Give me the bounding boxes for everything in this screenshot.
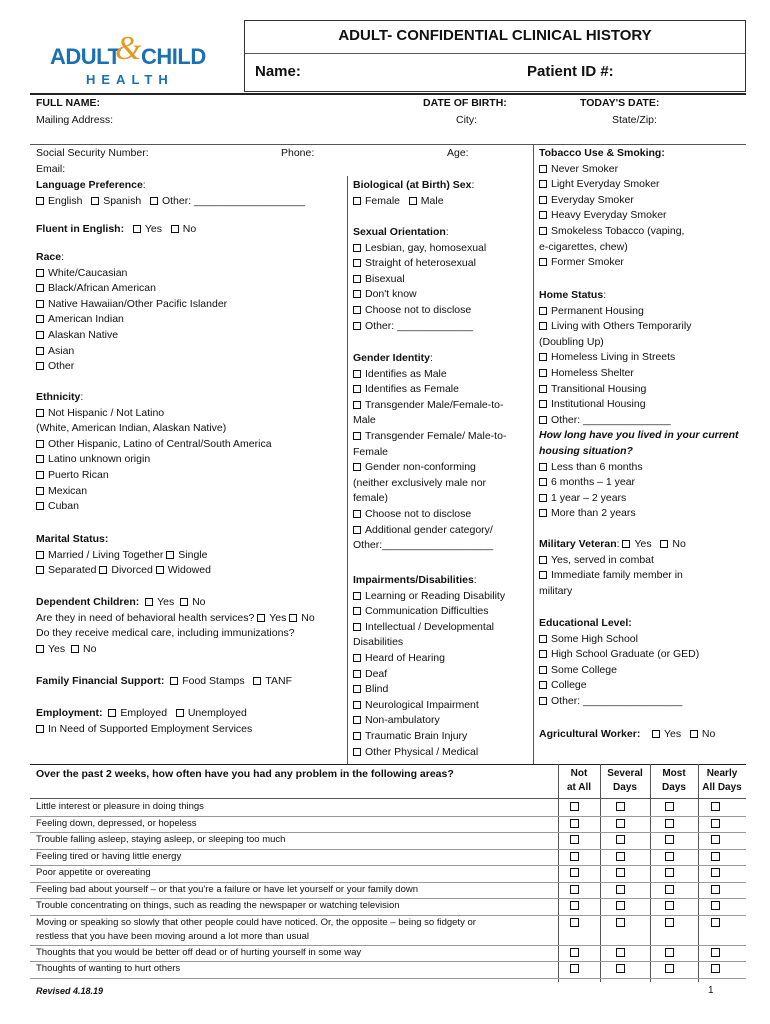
dependent-section: Dependent Children: Yes No Are they in need of behavioral health services? Yes No Do they receive medical care, including immunizations? Yes No (36, 596, 315, 655)
fluent-yes-checkbox[interactable] (133, 225, 141, 233)
phq-checkbox[interactable] (711, 915, 721, 931)
race-option[interactable]: Black/African American (36, 281, 227, 297)
phq-checkbox[interactable] (711, 961, 721, 977)
ethnicity-option[interactable]: Cuban (36, 499, 272, 515)
orientation-option[interactable]: Lesbian, gay, homosexual (353, 241, 486, 257)
phq-checkbox[interactable] (711, 945, 721, 961)
impairment-option[interactable]: Deaf (353, 667, 505, 683)
phq-checkbox[interactable] (665, 849, 675, 865)
sex-section: Biological (at Birth) Sex: Female Male (353, 179, 475, 207)
home-option[interactable]: Institutional Housing (539, 397, 739, 413)
phq-checkbox[interactable] (570, 849, 580, 865)
language-options: English Spanish Other: ___________________ (36, 194, 305, 210)
military-option[interactable]: Yes, served in combat (539, 553, 686, 569)
tobacco-option[interactable]: Former Smoker (539, 255, 684, 271)
separated-checkbox[interactable] (36, 566, 44, 574)
race-option[interactable]: American Indian (36, 312, 227, 328)
home-option[interactable]: Other: _______________ (539, 413, 739, 429)
financial-section: Family Financial Support: Food Stamps TANF (36, 675, 293, 687)
widowed-checkbox[interactable] (156, 566, 164, 574)
phq-checkbox[interactable] (616, 915, 626, 931)
divorced-checkbox[interactable] (99, 566, 107, 574)
military-option[interactable]: Immediate family member in (539, 568, 686, 584)
phq-checkbox[interactable] (665, 898, 675, 914)
todays-date-label: TODAY'S DATE: (580, 97, 660, 109)
ethnicity-option[interactable]: Puerto Rican (36, 468, 272, 484)
dependent-yes-checkbox[interactable] (145, 598, 153, 606)
phq-row: Moving or speaking so slowly that other people could have noticed. Or, the opposite – being so fidgety or restless that you have been moving around a lot more than usual (34, 915, 746, 945)
fluent-no-checkbox[interactable] (171, 225, 179, 233)
phq-checkbox[interactable] (711, 898, 721, 914)
male-checkbox[interactable] (409, 197, 417, 205)
phq-checkbox[interactable] (616, 865, 626, 881)
veteran-yes-checkbox[interactable] (622, 540, 630, 548)
orientation-option[interactable]: Other: _____________ (353, 319, 486, 335)
phq-row: Feeling down, depressed, or hopeless (34, 816, 746, 833)
phq-checkbox[interactable] (570, 961, 580, 977)
phq-checkbox[interactable] (711, 882, 721, 898)
tobacco-option[interactable]: Light Everyday Smoker (539, 177, 684, 193)
phq-checkbox[interactable] (570, 882, 580, 898)
gender-option[interactable]: Transgender Female/ Male-to- (353, 429, 506, 445)
phq-row: Trouble falling asleep, staying asleep, or sleeping too much (34, 832, 746, 849)
tobacco-option[interactable]: Heavy Everyday Smoker (539, 208, 684, 224)
phq-checkbox[interactable] (711, 816, 721, 832)
phq-checkbox[interactable] (711, 849, 721, 865)
full-name-label: FULL NAME: (36, 97, 100, 109)
unemployed-checkbox[interactable] (176, 709, 184, 717)
agri-yes-checkbox[interactable] (652, 730, 660, 738)
employed-checkbox[interactable] (108, 709, 116, 717)
phq-checkbox[interactable] (665, 799, 675, 815)
married-checkbox[interactable] (36, 551, 44, 559)
home-option[interactable]: Living with Others Temporarily (539, 319, 739, 335)
female-checkbox[interactable] (353, 197, 361, 205)
duration-option[interactable]: 6 months – 1 year (539, 475, 739, 491)
name-label: Name: (255, 63, 301, 80)
orientation-section: Sexual Orientation: Lesbian, gay, homosexual Straight of heterosexual Bisexual Don't know Choose not to disclose Other: _____________ (353, 225, 486, 334)
ethnicity-option[interactable]: Other Hispanic, Latino of Central/South America (36, 437, 272, 453)
impairment-option[interactable]: Traumatic Brain Injury (353, 729, 505, 745)
veteran-no-checkbox[interactable] (660, 540, 668, 548)
mailing-address-label: Mailing Address: (36, 114, 114, 126)
logo-ampersand: & (115, 30, 142, 67)
phone-label: Phone: (281, 147, 315, 159)
col-several-days: Several Days (607, 768, 643, 793)
logo-text-adult: ADULT (50, 44, 121, 69)
phq-checkbox[interactable] (570, 832, 580, 848)
phq-checkbox[interactable] (711, 832, 721, 848)
race-option[interactable]: Other (36, 359, 227, 375)
housing-duration-question: How long have you lived in your current (539, 429, 739, 442)
agricultural-section: Agricultural Worker: Yes No (539, 728, 716, 740)
phq-checkbox[interactable] (570, 915, 580, 931)
logo-text-child: CHILD (141, 44, 206, 69)
tobacco-option[interactable]: Never Smoker (539, 162, 684, 178)
phq-row: Thoughts of wanting to hurt others (34, 961, 746, 978)
orientation-option[interactable]: Don't know (353, 287, 486, 303)
age-label: Age: (447, 147, 469, 159)
ethnicity-option[interactable]: Not Hispanic / Not Latino (36, 406, 272, 422)
phq-checkbox[interactable] (616, 816, 626, 832)
medical-yes-checkbox[interactable] (36, 645, 44, 653)
duration-option[interactable]: 1 year – 2 years (539, 491, 739, 507)
gender-section: Gender Identity: Identifies as Male Identifies as Female Transgender Male/Female-to- Male Transgender Female/ Male-to- Female Gender non-conforming (neither exclusively male nor female) Choose not to disclose Additional gender category/ Other:___________________ (353, 352, 507, 552)
phq-checkbox[interactable] (616, 849, 626, 865)
page-number: 1 (708, 985, 714, 996)
ethnicity-option[interactable]: Latino unknown origin (36, 452, 272, 468)
military-section: Military Veteran: Yes No Yes, served in combat Immediate family member in military (539, 538, 686, 597)
gender-option[interactable]: Choose not to disclose (353, 507, 506, 523)
ssn-label: Social Security Number: (36, 147, 149, 159)
gender-option[interactable]: Transgender Male/Female-to- (353, 398, 506, 414)
phq-checkbox[interactable] (711, 799, 721, 815)
logo-text-health: HEALTH (86, 72, 174, 87)
phq-checkbox[interactable] (570, 945, 580, 961)
dob-label: DATE OF BIRTH: (423, 97, 507, 109)
phq-row: Feeling tired or having little energy (34, 849, 746, 866)
logo (50, 30, 220, 90)
phq-checkbox[interactable] (570, 816, 580, 832)
english-checkbox[interactable] (36, 197, 44, 205)
medical-no-checkbox[interactable] (71, 645, 79, 653)
orientation-option[interactable]: Choose not to disclose (353, 303, 486, 319)
home-option[interactable]: Transitional Housing (539, 382, 739, 398)
gender-option[interactable]: Additional gender category/ (353, 523, 506, 539)
header-box (244, 20, 746, 92)
ethnicity-option[interactable]: Mexican (36, 484, 272, 500)
phq-row: Poor appetite or overeating (34, 865, 746, 882)
state-zip-label: State/Zip: (612, 114, 657, 126)
tobacco-section: Tobacco Use & Smoking: Never Smoker Light Everyday Smoker Everyday Smoker Heavy Everyday Smoker Smokeless Tobacco (vaping, e-cigarettes, chew) Former Smoker (539, 146, 684, 271)
employment-section: Employment: Employed Unemployed In Need of Supported Employment Services (36, 707, 253, 735)
race-option[interactable]: Asian (36, 344, 227, 360)
single-checkbox[interactable] (166, 551, 174, 559)
race-section: Race: White/Caucasian Black/African American Native Hawaiian/Other Pacific Islander American Indian Alaskan Native Asian Other (36, 250, 227, 375)
education-option[interactable]: Some College (539, 663, 699, 679)
phq-checkbox[interactable] (616, 945, 626, 961)
tobacco-option[interactable]: Everyday Smoker (539, 193, 684, 209)
gender-option[interactable]: Identifies as Male (353, 367, 506, 383)
education-section: Educational Level: Some High School High School Graduate (or GED) Some College College Other: _________________ (539, 616, 699, 710)
duration-option[interactable]: Less than 6 months (539, 460, 739, 476)
impairment-option[interactable]: Non-ambulatory (353, 713, 505, 729)
dependent-no-checkbox[interactable] (180, 598, 188, 606)
email-label: Email: (36, 163, 66, 175)
tobacco-option[interactable]: Smokeless Tobacco (vaping, (539, 224, 684, 240)
phq-checkbox[interactable] (665, 832, 675, 848)
language-section: Language Preference: (36, 179, 146, 191)
duration-option[interactable]: More than 2 years (539, 506, 739, 522)
education-option[interactable]: Other: _________________ (539, 694, 699, 710)
other-language-checkbox[interactable] (150, 197, 158, 205)
impairment-option[interactable]: Blind (353, 682, 505, 698)
impairment-option[interactable]: Other Physical / Medical (353, 745, 505, 761)
behavioral-no-checkbox[interactable] (289, 614, 297, 622)
home-option[interactable]: Homeless Shelter (539, 366, 739, 382)
ethnicity-section: Ethnicity: Not Hispanic / Not Latino (White, American Indian, Alaskan Native) Other Hispanic, Latino of Central/South America Latino unknown origin Puerto Rican Mexican Cuban (36, 390, 272, 515)
race-option[interactable]: Native Hawaiian/Other Pacific Islander (36, 297, 227, 313)
supported-employment-checkbox[interactable] (36, 725, 44, 733)
phq-checkbox[interactable] (665, 961, 675, 977)
home-option[interactable]: Permanent Housing (539, 304, 739, 320)
phq-checkbox[interactable] (665, 945, 675, 961)
phq-checkbox[interactable] (616, 799, 626, 815)
gender-option[interactable]: Gender non-conforming (353, 460, 506, 476)
education-option[interactable]: High School Graduate (or GED) (539, 647, 699, 663)
page-title: ADULT- CONFIDENTIAL CLINICAL HISTORY (338, 27, 652, 44)
impairment-option[interactable]: Heard of Hearing (353, 651, 505, 667)
top-rule (30, 93, 746, 95)
spanish-checkbox[interactable] (91, 197, 99, 205)
education-option[interactable]: College (539, 678, 699, 694)
impairments-section: Impairments/Disabilities: Learning or Reading Disability Communication Difficulties Intellectual / Developmental Disabilities Heard of Hearing Deaf Blind Neurological Impairment Non-ambulatory Traumatic Brain Injury Other Physical / Medical (353, 573, 505, 760)
phq-question: Over the past 2 weeks, how often have you had any problem in the following areas? (36, 768, 454, 780)
phq-checkbox[interactable] (616, 832, 626, 848)
phq-checkbox[interactable] (570, 898, 580, 914)
phq-checkbox[interactable] (665, 816, 675, 832)
phq-checkbox[interactable] (711, 865, 721, 881)
food-stamps-checkbox[interactable] (170, 677, 178, 685)
phq-checkbox[interactable] (665, 915, 675, 931)
tanf-checkbox[interactable] (253, 677, 261, 685)
revised-date: Revised 4.18.19 (36, 986, 104, 996)
col-not-at-all: Not at All (566, 768, 592, 793)
patient-id-label: Patient ID #: (527, 63, 614, 80)
impairment-option[interactable]: Communication Difficulties (353, 604, 505, 620)
phq-checkbox[interactable] (616, 898, 626, 914)
phq-row: Trouble concentrating on things, such as reading the newspaper or watching television (34, 898, 746, 915)
col-nearly-all-days: Nearly All Days (702, 768, 742, 793)
race-option[interactable]: White/Caucasian (36, 266, 227, 282)
home-option[interactable]: Homeless Living in Streets (539, 350, 739, 366)
gender-option[interactable]: Identifies as Female (353, 382, 506, 398)
impairment-option[interactable]: Neurological Impairment (353, 698, 505, 714)
race-option[interactable]: Alaskan Native (36, 328, 227, 344)
behavioral-yes-checkbox[interactable] (257, 614, 265, 622)
phq-checkbox[interactable] (665, 865, 675, 881)
orientation-option[interactable]: Straight of heterosexual (353, 256, 486, 272)
fluent-english: Fluent in English: Yes No (36, 223, 197, 235)
phq-checkbox[interactable] (616, 961, 626, 977)
phq-checkbox[interactable] (570, 865, 580, 881)
phq-checkbox[interactable] (616, 882, 626, 898)
impairment-option[interactable]: Learning or Reading Disability (353, 589, 505, 605)
education-option[interactable]: Some High School (539, 632, 699, 648)
marital-section: Marital Status: Married / Living Together Single Separated Divorced Widowed (36, 533, 211, 577)
col-most-days: Most Days (662, 768, 686, 793)
city-label: City: (456, 114, 477, 126)
orientation-option[interactable]: Bisexual (353, 272, 486, 288)
agri-no-checkbox[interactable] (690, 730, 698, 738)
phq-row: Thoughts that you would be better off dead or of hurting yourself in some way (34, 945, 746, 962)
impairment-option[interactable]: Intellectual / Developmental (353, 620, 505, 636)
home-section: Home Status: Permanent Housing Living with Others Temporarily (Doubling Up) Homeless Living in Streets Homeless Shelter Transitional Housing Institutional Housing Other: _______________ How long have you lived in your current housing situation? Less than 6 months 6 months – 1 year 1 year – 2 years More than 2 years (539, 288, 739, 522)
phq-row: Feeling bad about yourself – or that you're a failure or have let yourself or your family down (34, 882, 746, 899)
phq-checkbox[interactable] (665, 882, 675, 898)
phq-checkbox[interactable] (570, 799, 580, 815)
phq-row: Little interest or pleasure in doing things (34, 799, 746, 816)
